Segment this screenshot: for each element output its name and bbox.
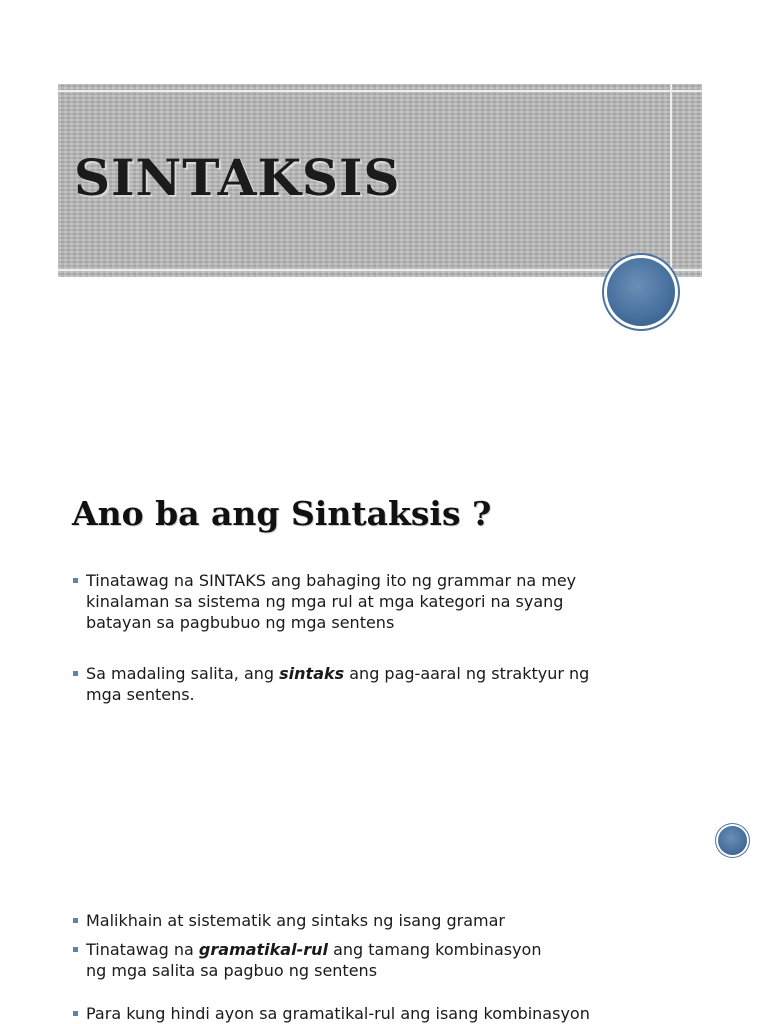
bullet-list bbox=[72, 570, 632, 735]
bullet-item: Para kung hindi ayon sa gramatikal-rul ang isang kombinasyon bbox=[72, 1003, 632, 1024]
bullet-square-icon bbox=[73, 918, 78, 923]
bullet-square-icon bbox=[73, 947, 78, 952]
decorative-circle bbox=[718, 826, 747, 855]
band-rule-top bbox=[58, 90, 702, 92]
band-rule-vertical bbox=[670, 84, 672, 277]
content-slide-rules bbox=[0, 880, 768, 1024]
bullet-list bbox=[72, 910, 632, 1024]
slide-heading: Ano ba ang Sintaksis ? bbox=[72, 494, 492, 533]
content-slide-definition bbox=[0, 440, 768, 880]
decorative-circle bbox=[607, 258, 675, 326]
band-rule-bottom bbox=[58, 269, 702, 271]
title-band bbox=[58, 84, 702, 277]
bullet-square-icon bbox=[73, 1011, 78, 1016]
title-slide bbox=[0, 0, 768, 440]
bullet-item: Sa madaling salita, ang sintaks ang pag-aaral ng straktyur ng mga sentens. bbox=[72, 663, 632, 705]
bullet-item: Tinatawag na gramatikal-rul ang tamang kombinasyon ng mga salita sa pagbuo ng sentens bbox=[72, 939, 632, 981]
emphasis-term: gramatikal-rul bbox=[198, 940, 328, 959]
bullet-item: Tinatawag na SINTAKS ang bahaging ito ng grammar na mey kinalaman sa sistema ng mga rul at mga kategori na syang batayan sa pagbubuo ng mga sentens bbox=[72, 570, 632, 633]
emphasis-term: sintaks bbox=[279, 664, 345, 683]
bullet-item: Malikhain at sistematik ang sintaks ng isang gramar bbox=[72, 910, 632, 931]
bullet-square-icon bbox=[73, 578, 78, 583]
slide-title: SINTAKSIS bbox=[74, 148, 401, 207]
bullet-square-icon bbox=[73, 671, 78, 676]
